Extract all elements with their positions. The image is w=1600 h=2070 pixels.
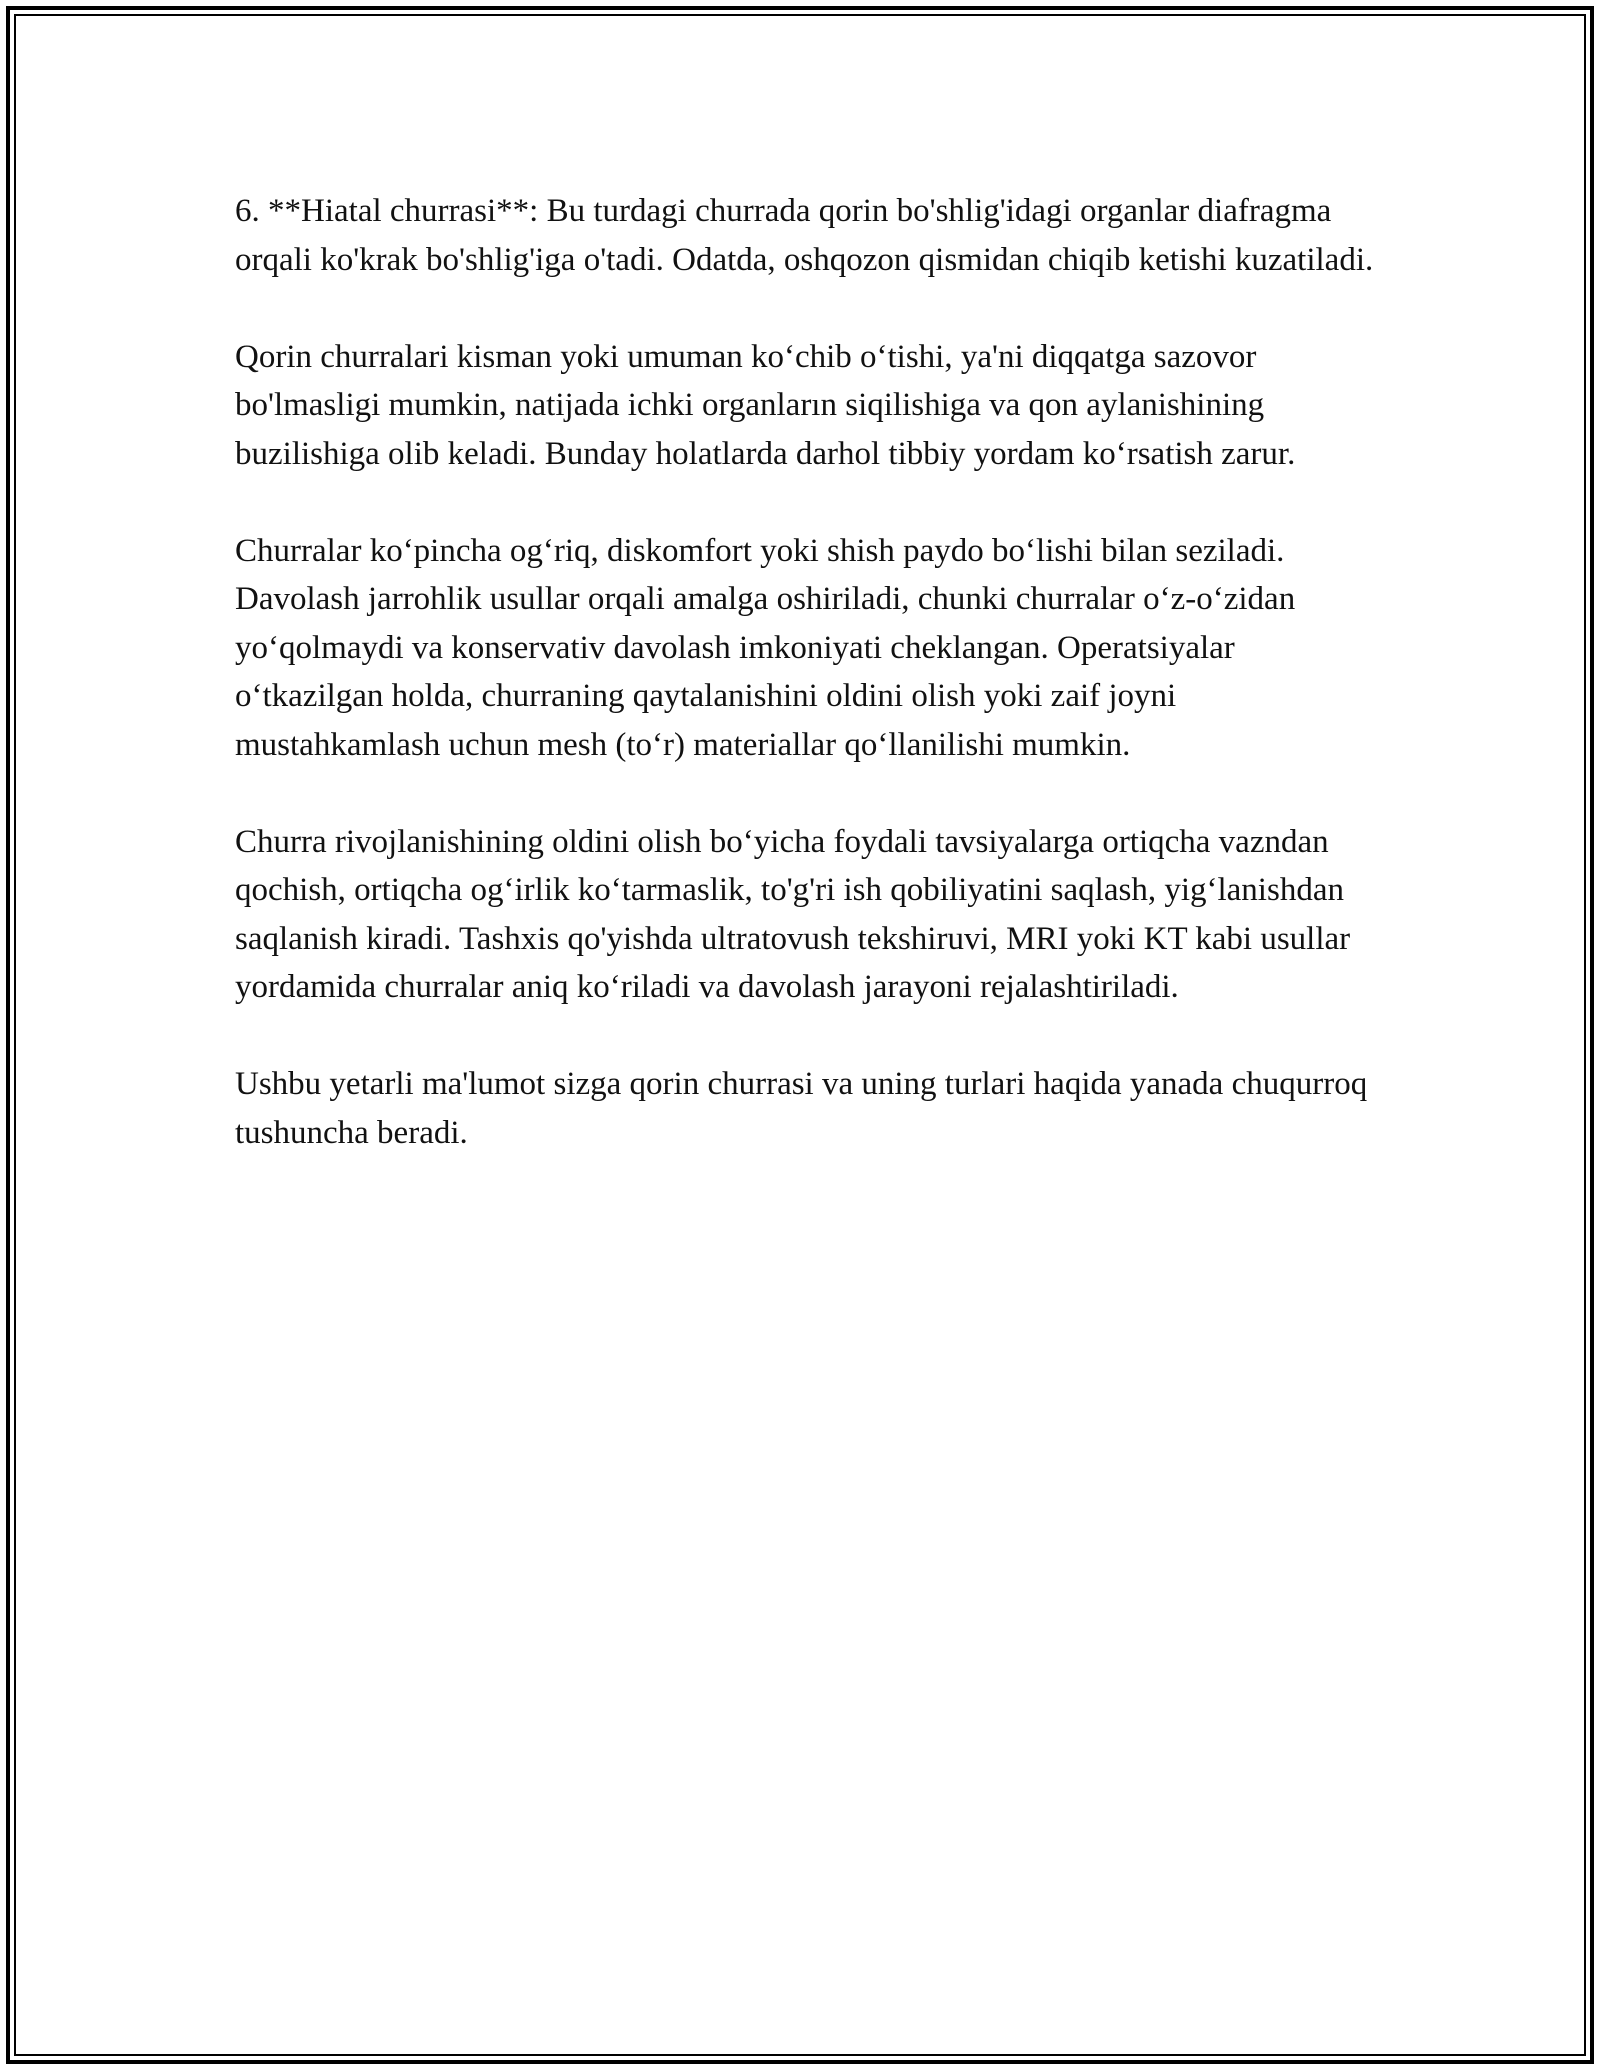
- paragraph-prevention-diagnosis: Churra rivojlanishining oldini olish bo‘yicha foydali tavsiyalarga ortiqcha vazndan qochish, ortiqcha og‘irlik ko‘tarmaslik, to'g'ri ish qobiliyatini saqlash, yig‘lanishdan saqlanish kiradi. Tashxis qo'yishda ultratovush tekshiruvi, MRI yoki KT kabi usullar yordamida churralar aniq ko‘riladi va davolash jarayoni rejalashtiriladi.: [235, 823, 1351, 1005]
- paragraph-conclusion: Ushbu yetarli ma'lumot sizga qorin churrasi va uning turlari haqida yanada chuqurroq tushuncha beradi.: [235, 1066, 1368, 1151]
- paragraph-symptoms-treatment: Churralar ko‘pincha og‘riq, diskomfort yoki shish paydo bo‘lishi bilan seziladi. Davolash jarrohlik usullar orqali amalga oshiriladi, chunki churralar o‘z-o‘zidan yo‘qolmaydi va konservativ davolash imkoniyati cheklangan. Operatsiyalar o‘tkazilgan holda, churraning qaytalanishini oldini olish yoki zaif joyni mustahkamlash uchun mesh (to‘r) materiallar qo‘llanilishi mumkin.: [235, 532, 1296, 763]
- paragraph-hiatal-hernia: 6. **Hiatal churrasi**: Bu turdagi churrada qorin bo'shlig'idagi organlar diafragma orqali ko'krak bo'shlig'iga o'tadi. Odatda, oshqozon qismidan chiqib ketishi kuzatiladi.: [235, 193, 1374, 278]
- paragraph-hernia-complications: Qorin churralari kisman yoki umuman ko‘chib o‘tishi, ya'ni diqqatga sazovor bo'lmasligi mumkin, natijada ichki organların siqilishiga va qon aylanishining buzilishiga olib keladi. Bunday holatlarda darhol tibbiy yordam ko‘rsatish zarur.: [235, 338, 1296, 472]
- document-body: [235, 187, 1375, 1206]
